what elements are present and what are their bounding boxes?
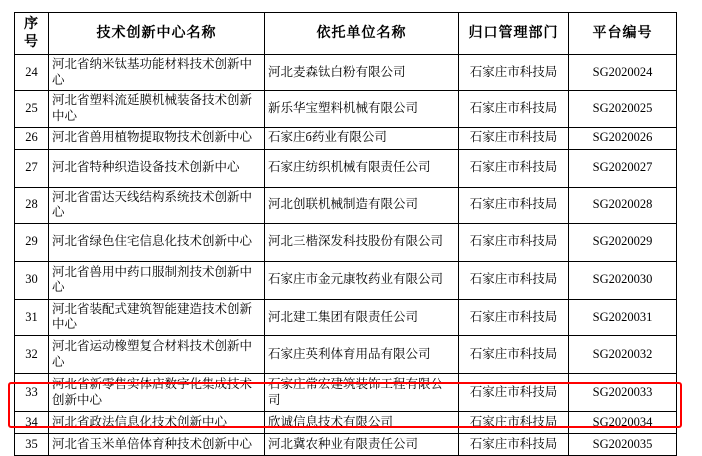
cell-code: SG2020026 bbox=[569, 127, 677, 149]
table-row bbox=[15, 187, 677, 223]
table-row bbox=[15, 336, 677, 374]
column-header-code: 平台编号 bbox=[569, 13, 677, 55]
cell-code: SG2020031 bbox=[569, 299, 677, 335]
cell-org: 石家庄市金元康牧药业有限公司 bbox=[265, 261, 459, 299]
cell-dept: 石家庄市科技局 bbox=[459, 374, 569, 412]
cell-name: 河北省运动橡塑复合材料技术创新中心 bbox=[49, 336, 265, 374]
cell-dept: 石家庄市科技局 bbox=[459, 299, 569, 335]
cell-org: 河北创联机械制造有限公司 bbox=[265, 187, 459, 223]
table-row bbox=[15, 374, 677, 412]
cell-org: 欣诚信息技术有限公司 bbox=[265, 412, 459, 434]
cell-seq: 29 bbox=[15, 223, 49, 261]
cell-seq: 33 bbox=[15, 374, 49, 412]
cell-code: SG2020025 bbox=[569, 91, 677, 127]
cell-org: 河北麦森钛白粉有限公司 bbox=[265, 55, 459, 91]
cell-code: SG2020024 bbox=[569, 55, 677, 91]
cell-name: 河北省兽用中药口服制剂技术创新中心 bbox=[49, 261, 265, 299]
cell-org: 河北建工集团有限责任公司 bbox=[265, 299, 459, 335]
column-header-name: 技术创新中心名称 bbox=[49, 13, 265, 55]
table-row bbox=[15, 434, 677, 456]
cell-name: 河北省塑料流延膜机械装备技术创新中心 bbox=[49, 91, 265, 127]
table-row bbox=[15, 91, 677, 127]
cell-seq: 25 bbox=[15, 91, 49, 127]
cell-seq: 32 bbox=[15, 336, 49, 374]
innovation-center-table bbox=[14, 12, 677, 456]
cell-name: 河北省新零售实体店数字化集成技术创新中心 bbox=[49, 374, 265, 412]
cell-code: SG2020032 bbox=[569, 336, 677, 374]
cell-org: 石家庄б药业有限公司 bbox=[265, 127, 459, 149]
table-row bbox=[15, 55, 677, 91]
cell-name: 河北省特种织造设备技术创新中心 bbox=[49, 149, 265, 187]
table-row bbox=[15, 149, 677, 187]
cell-code: SG2020027 bbox=[569, 149, 677, 187]
cell-name: 河北省雷达天线结构系统技术创新中心 bbox=[49, 187, 265, 223]
cell-name: 河北省绿色住宅信息化技术创新中心 bbox=[49, 223, 265, 261]
cell-seq: 26 bbox=[15, 127, 49, 149]
column-header-seq: 序号 bbox=[15, 13, 49, 55]
cell-name: 河北省兽用植物提取物技术创新中心 bbox=[49, 127, 265, 149]
cell-org: 石家庄英利体育用品有限公司 bbox=[265, 336, 459, 374]
cell-dept: 石家庄市科技局 bbox=[459, 127, 569, 149]
cell-dept: 石家庄市科技局 bbox=[459, 55, 569, 91]
cell-org: 石家庄常宏建筑装饰工程有限公司 bbox=[265, 374, 459, 412]
cell-org: 新乐华宝塑料机械有限公司 bbox=[265, 91, 459, 127]
cell-code: SG2020028 bbox=[569, 187, 677, 223]
cell-org: 石家庄纺织机械有限责任公司 bbox=[265, 149, 459, 187]
cell-dept: 石家庄市科技局 bbox=[459, 149, 569, 187]
cell-org: 河北冀农种业有限责任公司 bbox=[265, 434, 459, 456]
cell-dept: 石家庄市科技局 bbox=[459, 91, 569, 127]
cell-org: 河北三楷深发科技股份有限公司 bbox=[265, 223, 459, 261]
cell-seq: 30 bbox=[15, 261, 49, 299]
cell-name: 河北省纳米钛基功能材料技术创新中心 bbox=[49, 55, 265, 91]
column-header-org: 依托单位名称 bbox=[265, 13, 459, 55]
cell-seq: 24 bbox=[15, 55, 49, 91]
table-header-row bbox=[15, 13, 677, 55]
cell-dept: 石家庄市科技局 bbox=[459, 336, 569, 374]
column-header-dept: 归口管理部门 bbox=[459, 13, 569, 55]
cell-seq: 35 bbox=[15, 434, 49, 456]
cell-name: 河北省玉米单倍体育种技术创新中心 bbox=[49, 434, 265, 456]
cell-code: SG2020030 bbox=[569, 261, 677, 299]
cell-seq: 28 bbox=[15, 187, 49, 223]
table-header bbox=[15, 13, 677, 55]
cell-seq: 34 bbox=[15, 412, 49, 434]
table-body bbox=[15, 55, 677, 456]
table-row bbox=[15, 223, 677, 261]
cell-name: 河北省政法信息化技术创新中心 bbox=[49, 412, 265, 434]
cell-code: SG2020035 bbox=[569, 434, 677, 456]
cell-dept: 石家庄市科技局 bbox=[459, 223, 569, 261]
cell-dept: 石家庄市科技局 bbox=[459, 261, 569, 299]
cell-code: SG2020034 bbox=[569, 412, 677, 434]
document-page bbox=[0, 12, 702, 451]
cell-dept: 石家庄市科技局 bbox=[459, 434, 569, 456]
cell-dept: 石家庄市科技局 bbox=[459, 187, 569, 223]
table-row bbox=[15, 412, 677, 434]
cell-seq: 27 bbox=[15, 149, 49, 187]
table-row bbox=[15, 299, 677, 335]
cell-dept: 石家庄市科技局 bbox=[459, 412, 569, 434]
cell-code: SG2020029 bbox=[569, 223, 677, 261]
table-row bbox=[15, 261, 677, 299]
table-row bbox=[15, 127, 677, 149]
cell-code: SG2020033 bbox=[569, 374, 677, 412]
cell-seq: 31 bbox=[15, 299, 49, 335]
cell-name: 河北省装配式建筑智能建造技术创新中心 bbox=[49, 299, 265, 335]
